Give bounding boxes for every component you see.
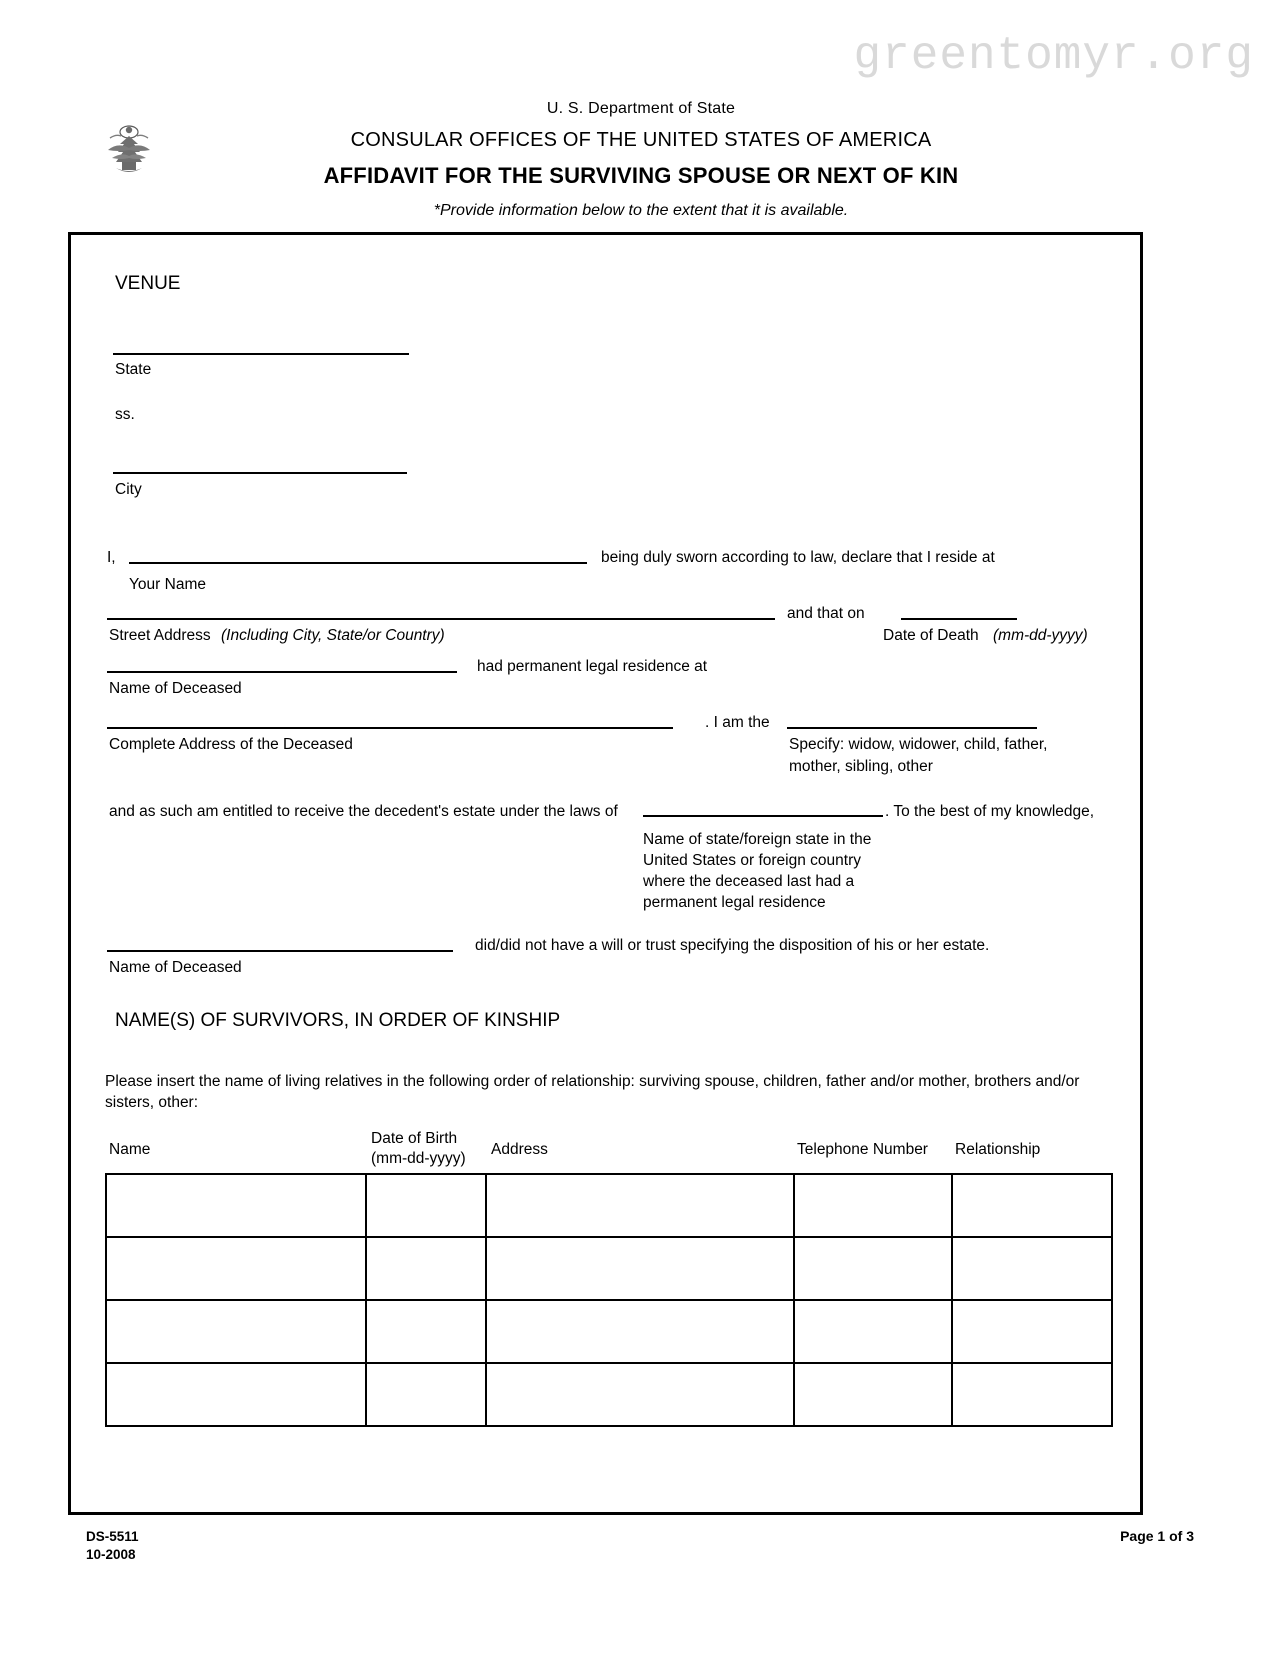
survivors-table — [105, 1173, 1113, 1427]
page-title: AFFIDAVIT FOR THE SURVIVING SPOUSE OR NEXT OF KIN — [323, 163, 959, 188]
complete-address-label: Complete Address of the Deceased — [109, 736, 353, 753]
form-date: 10-2008 — [86, 1547, 136, 1563]
your-name-label: Your Name — [129, 576, 206, 593]
cell-relationship[interactable] — [952, 1237, 1112, 1300]
page-number: Page 1 of 3 — [1120, 1528, 1194, 1544]
street-address-label-hint: (Including City, State/or Country) — [221, 627, 445, 644]
cell-address[interactable] — [486, 1237, 794, 1300]
column-header-name: Name — [109, 1141, 151, 1158]
cell-relationship[interactable] — [952, 1174, 1112, 1237]
date-of-death-label-hint: (mm-dd-yyyy) — [993, 627, 1088, 644]
deceased-name-label-1: Name of Deceased — [109, 680, 242, 697]
specify-label-line2: mother, sibling, other — [789, 758, 933, 775]
specify-label-line1: Specify: widow, widower, child, father, — [789, 736, 1048, 753]
column-header-address: Address — [491, 1141, 548, 1158]
will-text: did/did not have a will or trust specifying the disposition of his or her estate. — [475, 937, 990, 954]
cell-dob[interactable] — [366, 1300, 486, 1363]
column-header-telephone: Telephone Number — [797, 1141, 928, 1158]
cell-relationship[interactable] — [952, 1363, 1112, 1426]
complete-address-input-line[interactable] — [107, 727, 673, 729]
state-laws-label-line3: where the deceased last had a — [643, 873, 855, 890]
table-row — [106, 1237, 1112, 1300]
cell-dob[interactable] — [366, 1237, 486, 1300]
cell-dob[interactable] — [366, 1174, 486, 1237]
i-prefix: I, — [107, 549, 116, 566]
cell-phone[interactable] — [794, 1237, 952, 1300]
relationship-input-line[interactable] — [787, 727, 1037, 729]
department-line: U. S. Department of State — [546, 100, 736, 117]
column-header-dob-format: (mm-dd-yyyy) — [371, 1150, 466, 1167]
city-input-line[interactable] — [113, 472, 407, 474]
form-identifier — [86, 1528, 139, 1564]
cell-name[interactable] — [106, 1174, 366, 1237]
column-header-relationship: Relationship — [955, 1141, 1041, 1158]
form-number: DS-5511 — [86, 1529, 139, 1544]
entitled-text: and as such am entitled to receive the decedent's estate under the laws of — [109, 803, 618, 820]
street-address-input-line[interactable] — [107, 618, 775, 620]
deceased-name-input-line-2[interactable] — [107, 950, 453, 952]
column-header-dob: Date of Birth — [371, 1130, 458, 1147]
ss-label: ss. — [115, 406, 135, 423]
had-residence-text: had permanent legal residence at — [477, 658, 708, 675]
your-name-input-line[interactable] — [129, 562, 587, 564]
state-laws-label-line1: Name of state/foreign state in the — [643, 831, 872, 848]
and-that-on-text: and that on — [787, 605, 865, 622]
state-input-line[interactable] — [113, 353, 409, 355]
table-row — [106, 1363, 1112, 1426]
document-header — [0, 100, 1282, 220]
cell-address[interactable] — [486, 1300, 794, 1363]
i-am-the-text: . I am the — [705, 714, 770, 731]
cell-name[interactable] — [106, 1237, 366, 1300]
best-knowledge-text: . To the best of my knowledge, — [885, 803, 1095, 820]
cell-address[interactable] — [486, 1363, 794, 1426]
deceased-name-label-2: Name of Deceased — [109, 959, 242, 976]
state-laws-label-line2: United States or foreign country — [643, 852, 861, 869]
date-of-death-input-line[interactable] — [901, 618, 1017, 620]
cell-relationship[interactable] — [952, 1300, 1112, 1363]
table-row — [106, 1174, 1112, 1237]
site-watermark: greentomyr.org — [853, 30, 1254, 82]
table-row — [106, 1300, 1112, 1363]
sworn-text: being duly sworn according to law, declare that I reside at — [601, 549, 995, 566]
venue-heading: VENUE — [115, 273, 181, 294]
state-laws-label-line4: permanent legal residence — [643, 894, 826, 911]
cell-phone[interactable] — [794, 1174, 952, 1237]
cell-name[interactable] — [106, 1300, 366, 1363]
cell-phone[interactable] — [794, 1300, 952, 1363]
state-label: State — [115, 361, 152, 378]
cell-name[interactable] — [106, 1363, 366, 1426]
consular-line: CONSULAR OFFICES OF THE UNITED STATES OF AMERICA — [350, 129, 932, 151]
deceased-name-input-line-1[interactable] — [107, 671, 457, 673]
cell-address[interactable] — [486, 1174, 794, 1237]
street-address-label: Street Address — [109, 627, 211, 644]
survivors-heading: NAME(S) OF SURVIVORS, IN ORDER OF KINSHIP — [115, 1010, 561, 1031]
state-laws-input-line[interactable] — [643, 815, 883, 817]
date-of-death-label: Date of Death — [883, 627, 979, 644]
header-note: *Provide information below to the extent that it is available. — [433, 202, 849, 219]
city-label: City — [115, 481, 142, 498]
form-body — [68, 232, 1143, 1515]
survivors-instructions: Please insert the name of living relatives in the following order of relationship: surviving spouse, children, father and/or mother, brothers and/or sisters, other: — [105, 1073, 1080, 1112]
cell-phone[interactable] — [794, 1363, 952, 1426]
cell-dob[interactable] — [366, 1363, 486, 1426]
